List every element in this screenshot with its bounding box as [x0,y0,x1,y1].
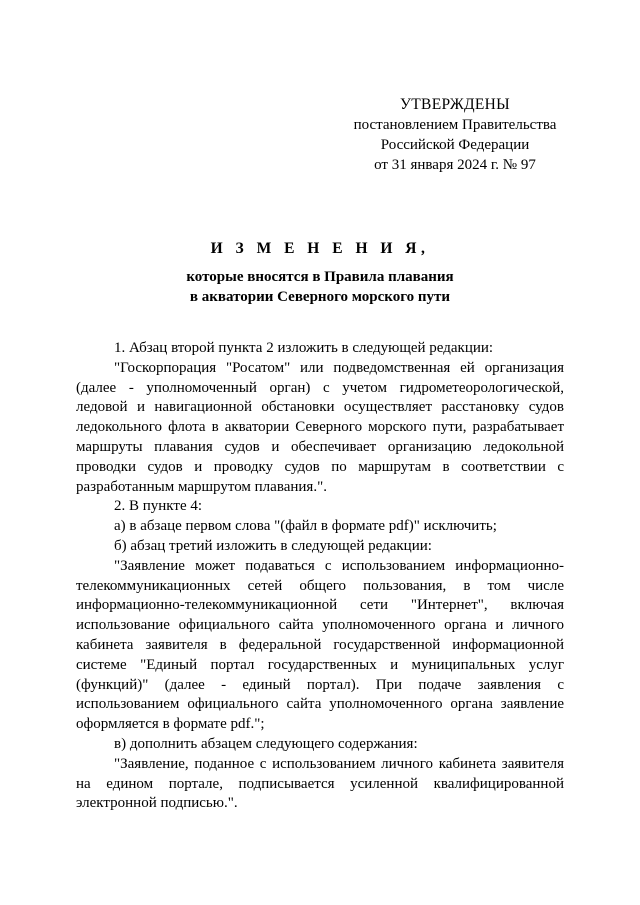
approval-block [340,95,570,175]
subtitle-line-2: в акватории Северного морского пути [189,289,451,305]
paragraph-8: "Заявление, поданное с использованием личного кабинета заявителя на едином портале, подписывается усиленной квалифицированной электронной подписью.". [76,755,564,812]
document-body [76,339,564,814]
approval-line-1: постановлением Правительства [353,117,557,133]
document-title: И З М Е Н Е Н И Я, [210,240,430,257]
paragraph-2: "Госкорпорация "Росатом" или подведомственная ей организация (далее - уполномоченный орган) с учетом гидрометеорологической, ледовой и навигационной обстановки осуществляет расстановку судов ледокольного флота в акватории Северного морского пути, разрабатывает маршруты плавания судов и обеспечивает организацию ледокольной проводки судов и проводку судов по маршрутам в соответствии с разработанным маршрутом плавания.". [76,359,564,495]
subtitle-line-1: которые вносятся в Правила плавания [186,269,454,285]
paragraph-4: а) в абзаце первом слова "(файл в формате pdf)" исключить; [114,518,497,535]
paragraph-5: б) абзац третий изложить в следующей редакции: [114,537,432,554]
approval-line-3: от 31 января 2024 г. № 97 [374,157,536,173]
paragraph-1: 1. Абзац второй пункта 2 изложить в следующей редакции: [114,340,494,356]
approval-line-2: Российской Федерации [380,137,530,153]
paragraph-7: в) дополнить абзацем следующего содержания: [114,735,418,752]
paragraph-6: "Заявление может подаваться с использованием информационно-телекоммуникационных сетей общего пользования, в том числе информационно-телекоммуникационной сети "Интернет", включая использование официального сайта уполномоченного органа и личного кабинета заявителя в федеральной государственной информационной системе "Единый портал государственных и муниципальных услуг (функций)" (далее - единый портал). При подаче заявления с использованием официального сайта уполномоченного органа заявление оформляется в формате pdf."; [76,557,564,733]
paragraph-3: 2. В пункте 4: [114,498,203,515]
approval-heading: УТВЕРЖДЕНЫ [400,96,510,113]
document-subtitle [0,267,640,307]
